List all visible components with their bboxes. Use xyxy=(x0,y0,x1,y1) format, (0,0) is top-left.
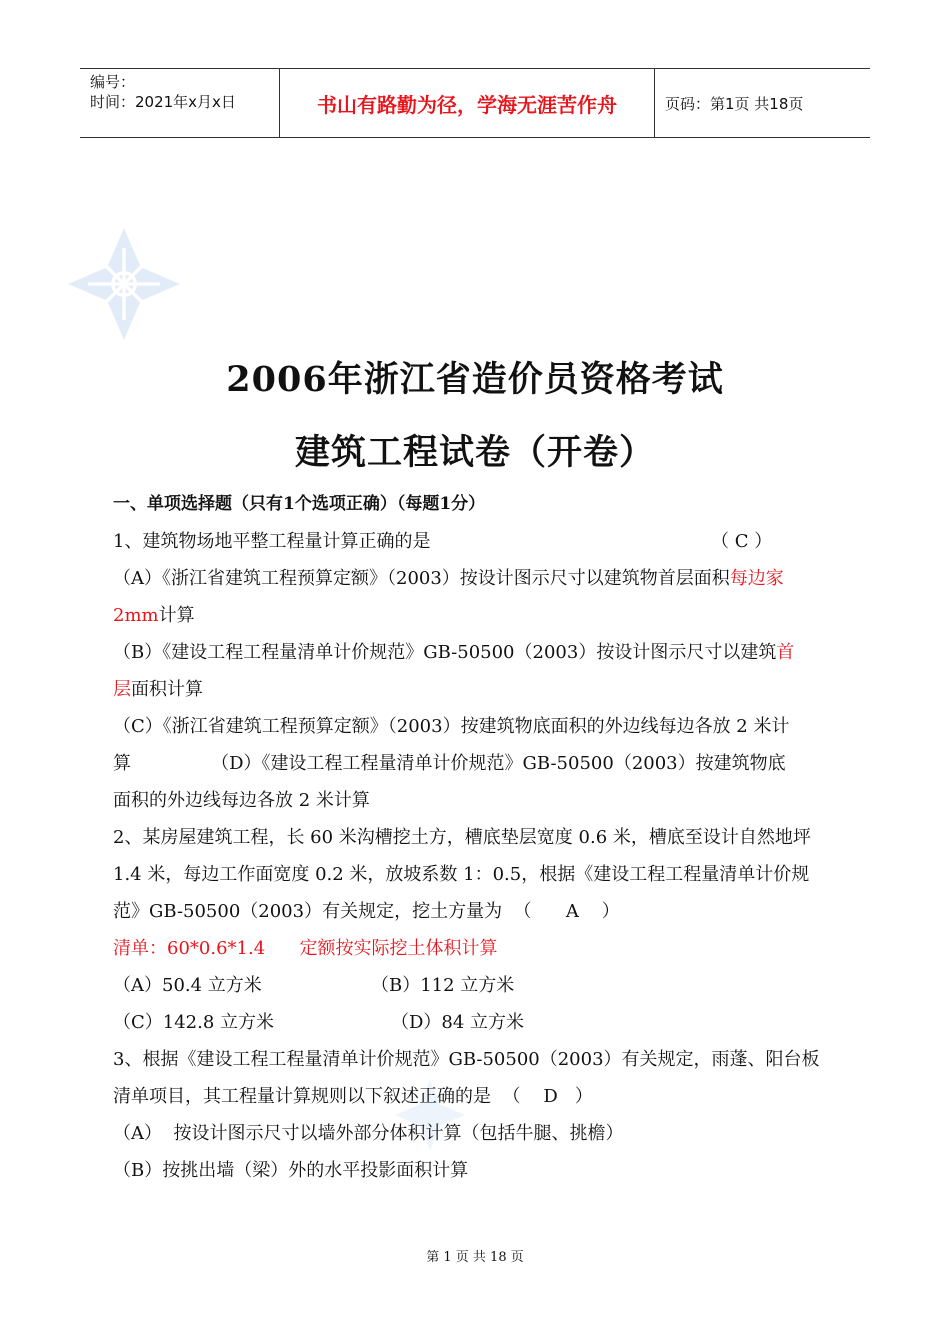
number-label: 编号： xyxy=(90,73,136,91)
question-1-option-c-d: 算 （D）《建设工程工程量清单计价规范》GB-50500（2003）按建筑物底 xyxy=(113,753,786,774)
question-2-line-2: 1.4 米，每边工作面宽度 0.2 米，放坡系数 1：0.5，根据《建设工程工程量清单计价规 xyxy=(113,864,810,885)
question-3-option-b: （B）按挑出墙（梁）外的水平投影面积计算 xyxy=(113,1160,469,1181)
exam-content xyxy=(113,486,841,1189)
question-1-answer: （ C ） xyxy=(711,531,773,552)
option-a-text: （A）《浙江省建筑工程预算定额》（2003）按设计图示尺寸以建筑物首层面积 xyxy=(113,568,730,589)
option-b-highlight: 首 xyxy=(776,642,795,663)
question-3-line-2: 清单项目，其工程量计算规则以下叙述正确的是 （ D ） xyxy=(113,1086,593,1107)
question-2-options-cd xyxy=(113,1004,841,1041)
question-3-option-a: （A） 按设计图示尺寸以墙外部分体积计算（包括牛腿、挑檐） xyxy=(113,1123,624,1144)
header-page-info: 页码：第1页 共18页 xyxy=(665,94,804,113)
option-b-highlight-2: 层 xyxy=(113,679,131,700)
document-subtitle: 建筑工程试卷（开卷） xyxy=(294,432,655,473)
header-motto: 书山有路勤为径，学海无涯苦作舟 xyxy=(280,69,655,137)
time-label: 时间：2021年x月x日 xyxy=(90,93,236,111)
question-2-option-c: （C）142.8 立方米 xyxy=(113,1012,275,1033)
question-2-line-3: 范》GB-50500（2003）有关规定，挖土方量为 （ A ） xyxy=(113,901,620,922)
question-1-option-b-cont xyxy=(113,671,841,708)
page-header xyxy=(80,68,870,138)
header-meta xyxy=(80,69,280,137)
option-a-tail: 计算 xyxy=(158,605,195,626)
question-2-option-a: （A）50.4 立方米 xyxy=(113,975,262,996)
question-2-option-d: （D）84 立方米 xyxy=(391,1012,525,1033)
option-a-highlight: 每边家 xyxy=(729,568,784,589)
question-2-note: 清单：60*0.6*1.4 定额按实际挖土体积计算 xyxy=(113,938,498,959)
question-1-option-a-cont xyxy=(113,597,841,634)
question-1-option-b xyxy=(113,634,841,671)
option-b-text: （B）《建设工程工程量清单计价规范》GB-50500（2003）按设计图示尺寸以建筑 xyxy=(113,642,777,663)
question-3-line-1: 3、根据《建设工程工程量清单计价规范》GB-50500（2003）有关规定，雨蓬、阳台板 xyxy=(113,1049,820,1070)
question-1-option-c: （C）《浙江省建筑工程预算定额》（2003）按建筑物底面积的外边线每边各放 2 米计 xyxy=(113,716,790,737)
snowflake-emblem-icon xyxy=(68,228,180,340)
document-title: 2006年浙江省造价员资格考试 xyxy=(226,359,724,400)
question-2-options-ab xyxy=(113,967,841,1004)
question-1-option-a xyxy=(113,560,841,597)
option-b-tail: 面积计算 xyxy=(131,679,203,700)
question-1-option-d-cont: 面积的外边线每边各放 2 米计算 xyxy=(113,790,370,811)
question-2-option-b: （B）112 立方米 xyxy=(371,975,515,996)
question-2-line-1: 2、某房屋建筑工程，长 60 米沟槽挖土方，槽底垫层宽度 0.6 米，槽底至设计自然地坪 xyxy=(113,827,811,848)
question-1-stem-row xyxy=(113,523,841,560)
page-footer: 第 1 页 共 18 页 xyxy=(426,1250,524,1265)
question-1-stem: 1、建筑物场地平整工程量计算正确的是 xyxy=(113,531,431,552)
section-heading: 一、单项选择题（只有1个选项正确）（每题1分） xyxy=(113,494,486,514)
option-a-highlight-2: 2mm xyxy=(113,605,159,626)
